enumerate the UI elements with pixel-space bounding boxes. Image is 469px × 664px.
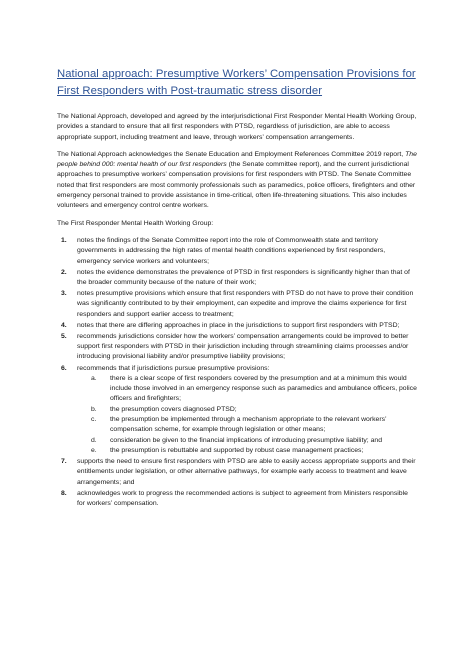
item-number: 8. [61,489,67,497]
sub-list-item [77,436,417,446]
list-item [57,236,417,267]
list-item [57,489,417,510]
recommendations-list [57,236,417,509]
list-item [57,289,417,320]
paragraph-text: The National Approach acknowledges the Senate Education and Employment References Committee 2019 report, [57,150,406,158]
item-number: 7. [61,457,67,465]
item-text: acknowledges work to progress the recommended actions is subject to agreement from Ministers responsible for workers’ compensation. [77,489,408,507]
item-number: 2. [61,268,67,276]
item-text: notes the evidence demonstrates the prevalence of PTSD in first responders is significantly higher than that of the broader community because of the nature of their work; [77,268,410,286]
sub-item-letter: e. [91,446,97,454]
sub-list-item [77,405,417,415]
item-text: recommends jurisdictions consider how the workers’ compensation arrangements could be improved to better support first responders with PTSD in their jurisdiction including through streamlining claims processes and/or introducing provisional liability and/or presumptive liability provisions; [77,332,409,361]
item-number: 6. [61,364,67,372]
sub-item-letter: a. [91,374,97,382]
item-text: notes that there are differing approaches in place in the jurisdictions to support first responders with PTSD; [77,321,400,329]
list-item [57,332,417,363]
sub-list-item [77,446,417,456]
sub-list-item [77,415,417,436]
sub-item-letter: c. [91,416,97,423]
sub-item-letter: d. [91,436,97,444]
item-number: 3. [61,290,67,298]
sub-item-text: there is a clear scope of first responders covered by the presumption and at a minimum this would include those involved in an emergency response such as paramedics and ambulance officers, police officers and firefighters; [110,374,417,403]
list-item [57,321,417,331]
sub-item-text: the presumption is rebuttable and supported by robust case management practices; [110,446,364,454]
sub-item-text: the presumption be implemented through a mechanism appropriate to the relevant workers’ compensation scheme, for example through legislation or other means; [110,416,387,434]
item-text: notes the findings of the Senate Committee report into the role of Commonwealth state and territory governments in addressing the high rates of mental health conditions experienced by first responders, emergency service workers and volunteers; [77,236,386,265]
report-title: The people behind 000: mental health of our first responders [57,150,417,169]
sub-list [77,374,417,456]
sub-list-item [77,374,417,405]
sub-item-letter: b. [91,405,97,413]
list-item [57,364,417,457]
item-number: 5. [61,332,67,340]
document-page [57,66,417,510]
senate-report-paragraph [57,150,417,212]
list-item [57,268,417,289]
item-text: supports the need to ensure first responders with PTSD are able to easily access appropriate supports and their entitlements under legislation, or other alternative pathways, for example early access to treatment and leave arrangements; and [77,457,416,486]
working-group-lead: The First Responder Mental Health Working Group: [57,219,214,227]
intro-paragraph: The National Approach, developed and agreed by the interjurisdictional First Responder Mental Health Working Group, provides a standard to ensure that all first responders with PTSD, regardless of jurisdiction, are able to access appropriate support, including treatment and leave, through workers’ compensation arrangements. [57,113,417,141]
item-text: recommends that if jurisdictions pursue presumptive provisions: [77,364,270,372]
item-text: notes presumptive provisions which ensure that first responders with PTSD do not have to prove their condition was significantly contributed to by their employment, can expedite and improve the claims experience for first responders and support earlier access to treatment; [77,290,414,318]
paragraph-text: (the Senate committee report), and the current jurisdictional approaches to presumptive workers’ compensation provisions for first responders with PTSD. The Senate Committee noted that first responders are most commonly professionals such as paramedics, police officers, firefighters and other emergency personal trained to provide assistance in time-critical, often life-threatening situations. This also includes volunteers and emergency control centre workers. [57,161,416,210]
document-title: National approach: Presumptive Workers’ Compensation Provisions for First Responders with Post-traumatic stress disorder [57,68,416,97]
item-number: 4. [61,321,67,329]
item-number: 1. [61,236,67,244]
sub-item-text: consideration be given to the financial implications of introducing presumptive liability; and [110,436,383,444]
sub-item-text: the presumption covers diagnosed PTSD; [110,405,237,413]
list-item [57,457,417,488]
